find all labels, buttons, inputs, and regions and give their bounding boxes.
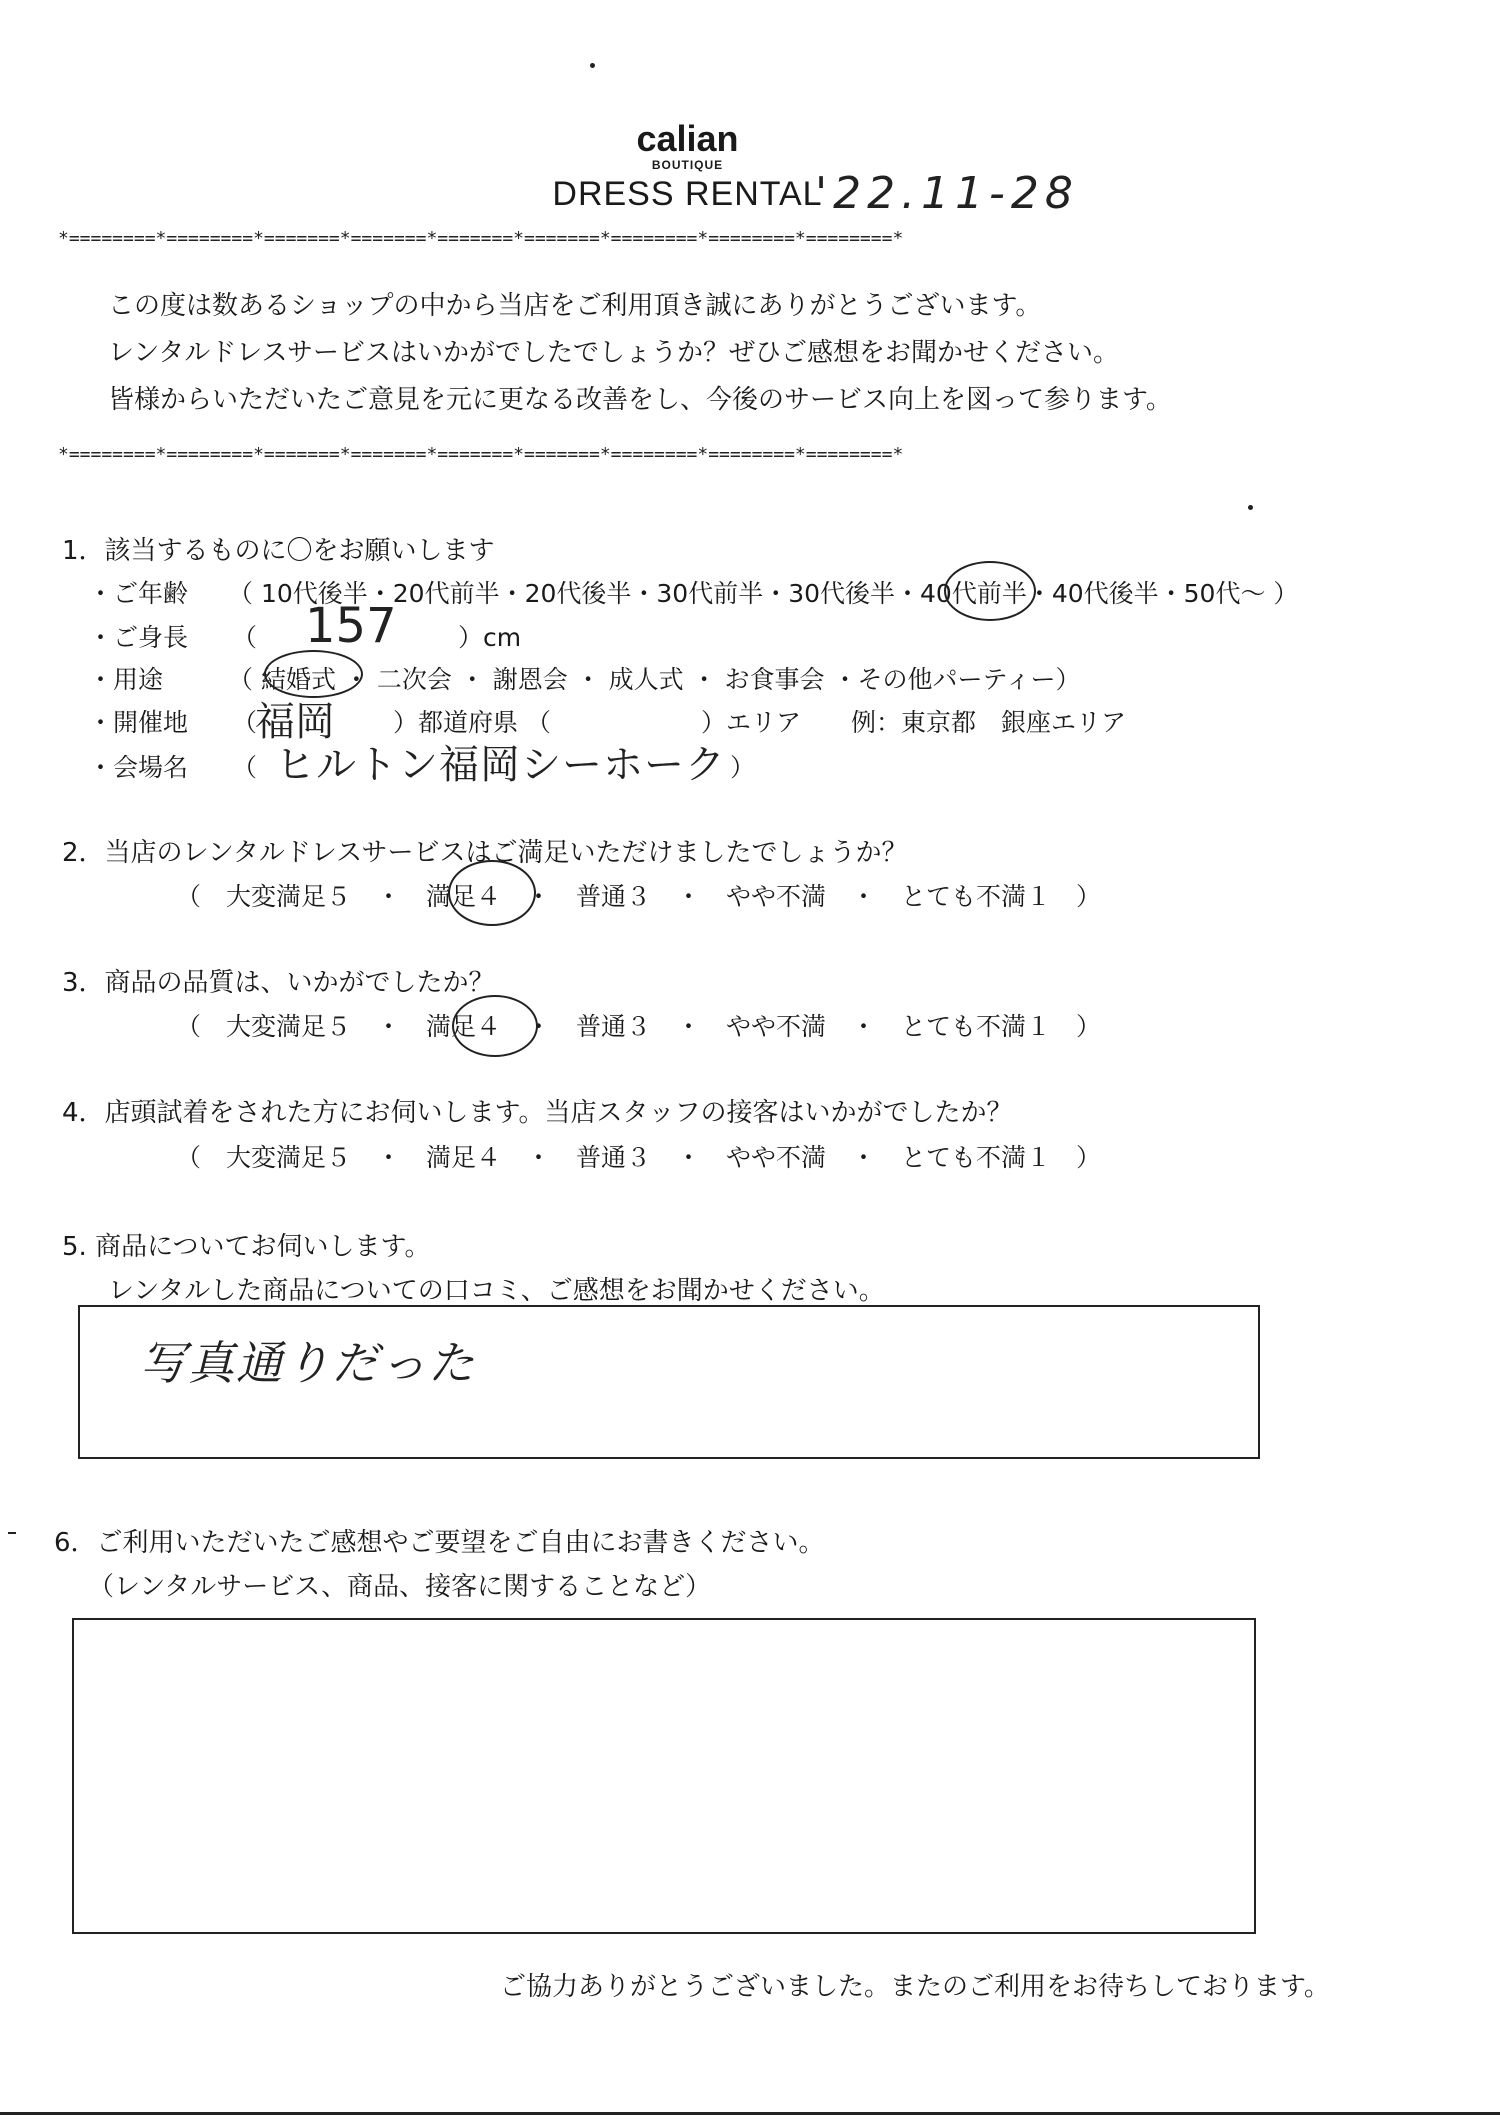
venue-open-paren: （ <box>232 753 258 782</box>
scan-mark <box>8 1532 16 1534</box>
intro-line: この度は数あるショップの中から当店をご利用頂き誠にありがとうございます。 <box>108 291 1042 321</box>
question-5-answer-text: 写真通りだった <box>140 1336 476 1390</box>
question-6-title: 6．ご利用いただいたご感想やご要望をご自由にお書きください。 <box>54 1528 825 1558</box>
question-3-scale: （ 大変満足５ ・ 満足４ ・ 普通３ ・ やや不満 ・ とても不満１ ） <box>176 1012 1102 1041</box>
question-5-answer-box <box>78 1305 1260 1459</box>
scan-speck <box>1248 505 1253 510</box>
question-2-scale: （ 大変満足５ ・ 満足４ ・ 普通３ ・ やや不満 ・ とても不満１ ） <box>176 882 1102 911</box>
question-4-title: 4．店頭試着をされた方にお伺いします。当店スタッフの接客はいかがでしたか？ <box>62 1098 1013 1128</box>
age-label: ・ご年齢 <box>88 579 189 608</box>
venue-value: ヒルトン福岡シーホーク <box>275 742 726 788</box>
age-options: （ 10代後半・20代前半・20代後半・30代前半・30代後半・40代前半・40代後半・50代～ ） <box>228 579 1299 608</box>
location-open-paren: （ <box>232 708 258 737</box>
question-2-selected-circle <box>448 860 536 926</box>
question-3-selected-circle <box>452 995 538 1057</box>
question-6-answer-box <box>72 1618 1256 1934</box>
brand-logo-name: calian <box>636 118 739 159</box>
venue-label: ・会場名 <box>88 753 189 782</box>
handwritten-date: '22.11-28 <box>815 168 1079 219</box>
location-value: 福岡 <box>255 699 335 745</box>
scan-speck <box>590 63 595 68</box>
question-2-title: 2．当店のレンタルドレスサービスはご満足いただけましたでしょうか？ <box>62 838 908 868</box>
question-1-title: 1．該当するものに〇をお願いします <box>62 536 495 566</box>
location-rest: ）都道府県 （ ）エリア 例：東京都 銀座エリア <box>393 708 1126 737</box>
question-6-subtitle: （レンタルサービス、商品、接客に関することなど） <box>88 1572 712 1602</box>
brand-logo-main: DRESS RENTAL <box>552 175 823 213</box>
question-3-title: 3．商品の品質は、いかがでしたか？ <box>62 968 495 998</box>
separator-line: *========*========*=======*=======*=======*=======*========*========*========* <box>58 228 904 249</box>
question-5-title: 5. 商品についてお伺いします。 <box>62 1232 431 1262</box>
use-options: （ 結婚式 ・ 二次会 ・ 謝恩会 ・ 成人式 ・ お食事会 ・その他パーティー） <box>228 665 1081 694</box>
separator-line: *========*========*=======*=======*=======*=======*========*========*========* <box>58 444 904 465</box>
closing-message: ご協力ありがとうございました。またのご利用をお待ちしております。 <box>500 1972 1330 2002</box>
bottom-border-line <box>0 2112 1500 2115</box>
use-label: ・用途 <box>88 665 164 694</box>
question-5-subtitle: レンタルした商品についての口コミ、ご感想をお聞かせください。 <box>108 1276 885 1306</box>
location-label: ・開催地 <box>88 708 189 737</box>
height-unit: ）cm <box>458 623 522 652</box>
height-open-paren: （ <box>232 623 258 652</box>
age-selected-circle <box>944 561 1036 621</box>
height-label: ・ご身長 <box>88 623 189 652</box>
intro-line: レンタルドレスサービスはいかがでしたでしょうか？ぜひご感想をお聞かせください。 <box>108 338 1120 368</box>
question-4-scale: （ 大変満足５ ・ 満足４ ・ 普通３ ・ やや不満 ・ とても不満１ ） <box>176 1143 1102 1172</box>
intro-line: 皆様からいただいたご意見を元に更なる改善をし、今後のサービス向上を図って参ります。 <box>108 385 1172 415</box>
height-value: 157 <box>305 598 397 654</box>
brand-logo-subtitle: BOUTIQUE <box>651 158 724 172</box>
venue-close-paren: ） <box>730 753 756 782</box>
